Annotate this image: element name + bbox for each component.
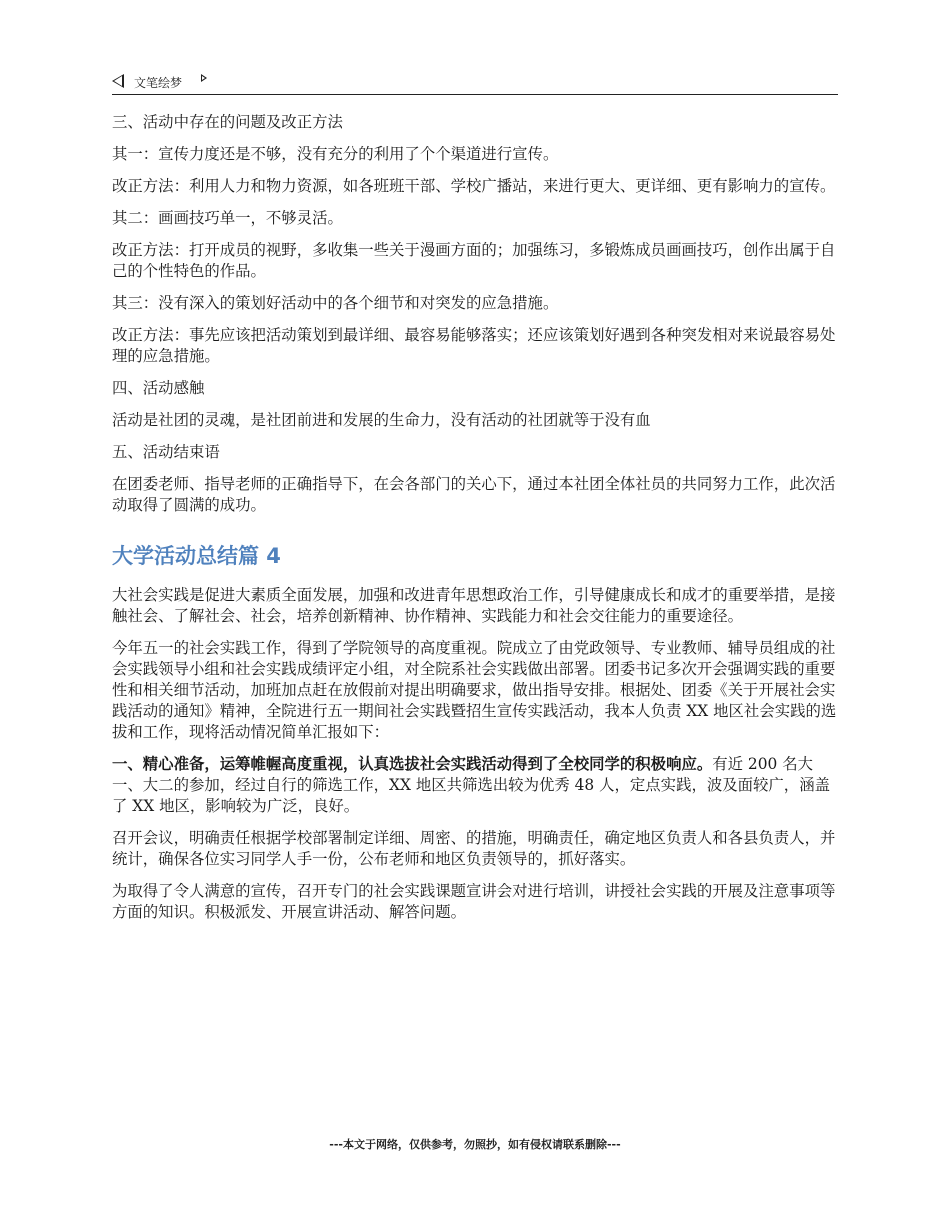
paragraph: 今年五一的社会实践工作，得到了学院领导的高度重视。院成立了由党政领导、专业教师、辅导员组成的社会实践领导小组和社会实践成绩评定小组，对全院系社会实践做出部署。团委书记多次开会强调实践的重要性和相关细节活动，加班加点赶在放假前对提出明确要求，做出指导安排。根据处、团委《关于开展社会实践活动的通知》精神，全院进行五一期间社会实践暨招生宣传实践活动，我本人负责 XX 地区社会实践的选拔和工作，现将活动情况简单汇报如下： xyxy=(112,639,837,741)
paragraph-bold-lead xyxy=(112,754,842,817)
paragraph: 召开会议，明确责任根据学校部署制定详细、周密、的措施，明确责任，确定地区负责人和各县负责人，并统计，确保各位实习同学人手一份，公布老师和地区负责领导的，抓好落实。 xyxy=(112,829,836,868)
right-triangle-icon xyxy=(201,74,207,82)
header-brand: 文笔绘梦 xyxy=(134,76,183,90)
document-body xyxy=(112,112,842,934)
paragraph: 其一：宣传力度还是不够，没有充分的利用了个个渠道进行宣传。 xyxy=(112,145,559,163)
heading-conclusion: 五、活动结束语 xyxy=(112,443,220,461)
heading-feelings: 四、活动感触 xyxy=(112,379,205,397)
paragraph: 活动是社团的灵魂，是社团前进和发展的生命力，没有活动的社团就等于没有血 xyxy=(112,411,651,429)
paragraph: 大社会实践是促进大素质全面发展，加强和改进青年思想政治工作，引导健康成长和成才的重要举措，是接触社会、了解社会、社会，培养创新精神、协作精神、实践能力和社会交往能力的重要途径。 xyxy=(112,586,836,625)
section-title: 大学活动总结篇 4 xyxy=(112,544,281,568)
bold-lead-text: 一、精心准备，运筹帷幄高度重视，认真选拔社会实践活动得到了全校同学的积极响应。 xyxy=(112,755,713,773)
paragraph: 其三：没有深入的策划好活动中的各个细节和对突发的应急措施。 xyxy=(112,294,559,312)
heading-problems: 三、活动中存在的问题及改正方法 xyxy=(112,113,343,131)
left-triangle-icon xyxy=(112,74,124,88)
bold-paragraph-rest: 有近 200 名大一、大二的参加，经过自行的筛选工作，XX 地区共筛选出较为优秀 48 人，定点实践，波及面较广，涵盖了 XX 地区，影响较为广泛，良好。 xyxy=(112,755,830,815)
paragraph: 改正方法：利用人力和物力资源，如各班班干部、学校广播站，来进行更大、更详细、更有影响力的宣传。 xyxy=(112,177,836,195)
page-header xyxy=(112,72,838,95)
paragraph: 改正方法：事先应该把活动策划到最详细、最容易能够落实；还应该策划好遇到各种突发相对来说最容易处理的应急措施。 xyxy=(112,326,836,365)
paragraph: 改正方法：打开成员的视野，多收集一些关于漫画方面的；加强练习，多锻炼成员画画技巧，创作出属于自己的个性特色的作品。 xyxy=(112,241,836,280)
paragraph: 其二：画画技巧单一，不够灵活。 xyxy=(112,209,343,227)
paragraph: 为取得了令人满意的宣传，召开专门的社会实践课题宣讲会对进行培训，讲授社会实践的开展及注意事项等方面的知识。积极派发、开展宣讲活动、解答问题。 xyxy=(112,882,836,921)
paragraph: 在团委老师、指导老师的正确指导下，在会各部门的关心下，通过本社团全体社员的共同努力工作，此次活动取得了圆满的成功。 xyxy=(112,475,836,514)
page-footer: ---本文于网络，仅供参考，勿照抄，如有侵权请联系删除--- xyxy=(329,1138,621,1151)
